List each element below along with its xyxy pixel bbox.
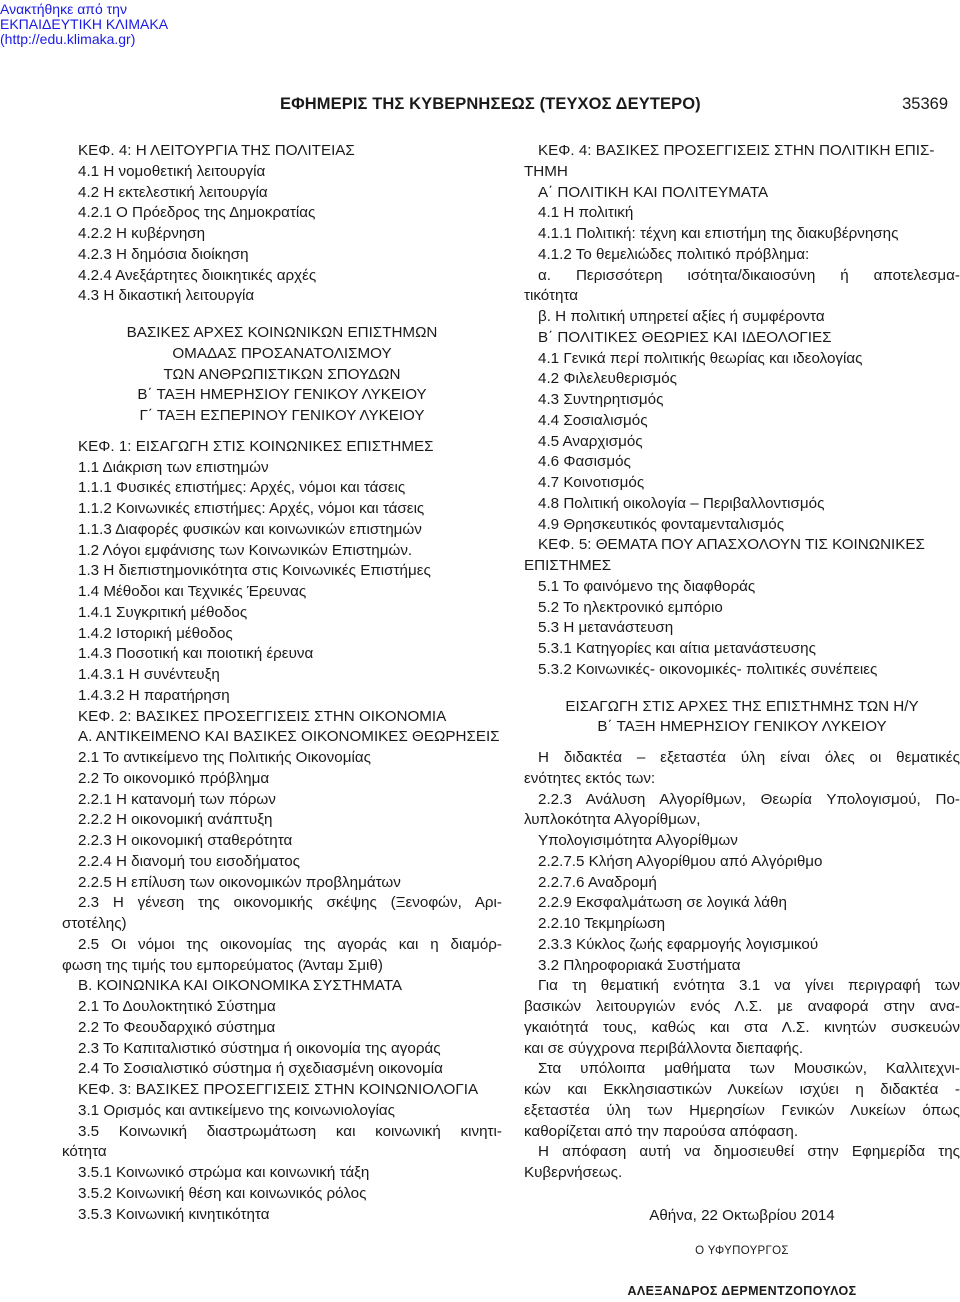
left-column-line: 1.1.2 Κοινωνικές επιστήμες: Αρχές, νόμοι και τάσεις <box>78 500 425 517</box>
page-number: 35369 <box>902 95 948 113</box>
source-stamp-line-3: (http://edu.klimaka.gr) <box>0 31 136 47</box>
left-column-line: 1.4.2 Ιστορική μέθοδος <box>78 624 233 642</box>
right-column-line: 4.1.1 Πολιτική: τέχνη και επιστήμη της διακυβέρνησης <box>538 225 899 242</box>
left-column-line: ΚΕΦ. 1: ΕΙΣΑΓΩΓΗ ΣΤΙΣ ΚΟΙΝΩΝΙΚΕΣ ΕΠΙΣΤΗΜΕΣ <box>78 437 434 455</box>
left-column-line: 3.5.3 Κοινωνική κινητικότητα <box>78 1205 270 1223</box>
signature-role: Ο ΥΦΥΠΟΥΡΓΟΣ <box>695 1244 789 1257</box>
right-column-line: β. Η πολιτική υπηρετεί αξίες ή συμφέροντα <box>538 308 825 325</box>
right-column-line: 4.1 Γενικά περί πολιτικής θεωρίας και ιδεολογίας <box>538 349 863 367</box>
left-column-line: 4.2.3 Η δημόσια διοίκηση <box>78 245 249 263</box>
source-stamp <box>0 2 168 47</box>
source-stamp-line-2: ΕΚΠΑΙΔΕΥΤΙΚΗ ΚΛΙΜΑΚΑ <box>0 16 169 32</box>
right-column-line: 4.1.2 Το θεμελιώδες πολιτικό πρόβλημα: <box>538 245 810 263</box>
right-column-line: 4.1 Η πολιτική <box>538 204 634 222</box>
right-column-line: ΚΕΦ. 5: ΘΕΜΑΤΑ ΠΟΥ ΑΠΑΣΧΟΛΟΥΝ ΤΙΣ ΚΟΙΝΩΝΙΚΕΣ <box>538 536 925 554</box>
right-column-line: Β΄ ΤΑΞΗ ΗΜΕΡΗΣΙΟΥ ΓΕΝΙΚΟΥ ΛΥΚΕΙΟΥ <box>597 718 887 736</box>
left-column-line: 1.4 Μέθοδοι και Τεχνικές Έρευνας <box>78 583 307 600</box>
left-column-line: 2.2.2 Η οικονομική ανάπτυξη <box>78 811 273 829</box>
right-column-line: γκαιότητά τους, καθώς και στα Λ.Σ. κινητών συσκευών <box>524 1018 960 1036</box>
right-column-line: 4.6 Φασισμός <box>538 453 631 471</box>
right-column-line: Α΄ ΠΟΛΙΤΙΚΗ ΚΑΙ ΠΟΛΙΤΕΥΜΑΤΑ <box>538 183 769 201</box>
right-column-line: 4.4 Σοσιαλισμός <box>538 411 648 429</box>
right-column-line: 5.2 Το ηλεκτρονικό εμπόριο <box>538 598 723 616</box>
left-column-line: 2.3 Η γένεση της οικονομικής σκέψης (Ξενοφών, Αρι- <box>78 894 502 912</box>
left-column-line: ΚΕΦ. 2: ΒΑΣΙΚΕΣ ΠΡΟΣΕΓΓΙΣΕΙΣ ΣΤΗΝ ΟΙΚΟΝΟΜΙΑ <box>78 707 447 725</box>
left-column-line: 2.2.4 Η διανομή του εισοδήματος <box>78 852 300 870</box>
right-column-line: 2.2.3 Ανάλυση Αλγορίθμων, Θεωρία Υπολογισμού, Πο- <box>538 790 960 808</box>
right-column-line: ΚΕΦ. 4: ΒΑΣΙΚΕΣ ΠΡΟΣΕΓΓΙΣΕΙΣ ΣΤΗΝ ΠΟΛΙΤΙΚΗ ΕΠΙΣ- <box>538 142 935 159</box>
left-column-line: ΟΜΑΔΑΣ ΠΡΟΣΑΝΑΤΟΛΙΣΜΟΥ <box>172 344 392 362</box>
right-column-lines <box>524 141 960 1184</box>
left-column-line: 4.1 Η νομοθετική λειτουργία <box>78 162 266 180</box>
right-column-line: ΕΠΙΣΤΗΜΕΣ <box>524 557 612 574</box>
left-column-line: ΚΕΦ. 4: Η ΛΕΙΤΟΥΡΓΙΑ ΤΗΣ ΠΟΛΙΤΕΙΑΣ <box>78 142 355 159</box>
left-column-line: 3.5 Κοινωνική διαστρωμάτωση και κοινωνική κινητι- <box>78 1122 502 1140</box>
spacer <box>524 1227 960 1241</box>
left-column-line: ΒΑΣΙΚΕΣ ΑΡΧΕΣ ΚΟΙΝΩΝΙΚΩΝ ΕΠΙΣΤΗΜΩΝ <box>126 324 438 341</box>
left-column-line: 4.2.2 Η κυβέρνηση <box>78 225 206 242</box>
right-column-line: 5.3.2 Κοινωνικές- οικονομικές- πολιτικές συνέπειες <box>538 660 878 678</box>
left-column-line: 2.4 Το Σοσιαλιστικό σύστημα ή σχεδιασμένη οικονομία <box>78 1060 443 1078</box>
right-column-line: 4.9 Θρησκευτικός φονταμενταλισμός <box>538 515 785 533</box>
right-column-line: 2.2.7.5 Κλήση Αλγορίθμου από Αλγόριθμο <box>538 852 823 870</box>
left-column-line: Β. ΚΟΙΝΩΝΙΚΑ ΚΑΙ ΟΙΚΟΝΟΜΙΚΑ ΣΥΣΤΗΜΑΤΑ <box>78 977 402 995</box>
left-column-line: 1.3 Η διεπιστημονικότητα στις Κοινωνικές Επιστήμες <box>78 562 431 580</box>
signature-place-date: Αθήνα, 22 Οκτωβρίου 2014 <box>649 1206 835 1224</box>
right-column-line: 4.8 Πολιτική οικολογία – Περιβαλλοντισμός <box>538 494 825 512</box>
right-column-line: Β΄ ΠΟΛΙΤΙΚΕΣ ΘΕΩΡΙΕΣ ΚΑΙ ΙΔΕΟΛΟΓΙΕΣ <box>538 328 832 346</box>
right-column-line: 5.3 Η μετανάστευση <box>538 619 674 637</box>
left-column-line: 2.2 Το Φεουδαρχικό σύστημα <box>78 1018 276 1036</box>
right-column-line: βασικών λειτουργιών ενός Λ.Σ. με αναφορά στην ανα- <box>524 998 960 1015</box>
left-column-line: 4.2.4 Ανεξάρτητες διοικητικές αρχές <box>78 266 317 284</box>
spacer <box>524 1184 960 1206</box>
left-column-line: 1.1.1 Φυσικές επιστήμες: Αρχές, νόμοι και τάσεις <box>78 479 406 497</box>
left-column-line: 2.2.1 Η κατανομή των πόρων <box>78 790 276 808</box>
right-column-line: Για τη θεματική ενότητα 3.1 να γίνει περιγραφή των <box>538 977 960 995</box>
left-column-line: 3.1 Ορισμός και αντικείμενο της κοινωνιολογίας <box>78 1101 395 1119</box>
left-column-line: 2.2.5 Η επίλυση των οικονομικών προβλημάτων <box>78 873 401 891</box>
right-column-line: Κυβερνήσεως. <box>524 1164 623 1181</box>
left-column-line: 1.4.3 Ποσοτική και ποιοτική έρευνα <box>78 645 314 663</box>
left-column-line: 1.4.3.1 Η συνέντευξη <box>78 666 220 683</box>
right-column-line: 4.7 Κοινοτισμός <box>538 474 645 491</box>
left-column-line: 2.2 Το οικονομικό πρόβλημα <box>78 769 270 787</box>
right-column-line: 2.2.10 Τεκμηρίωση <box>538 915 666 932</box>
left-column-line: 2.1 Το Δουλοκτητικό Σύστημα <box>78 998 276 1015</box>
left-column-line: 3.5.2 Κοινωνική θέση και κοινωνικός ρόλος <box>78 1184 367 1202</box>
left-column-line: 4.2.1 Ο Πρόεδρος της Δημοκρατίας <box>78 204 316 222</box>
left-column-line: 1.1 Διάκριση των επιστημών <box>78 458 269 476</box>
left-column-line: φωση της τιμής του εμπορεύματος (Άνταμ Σμιθ) <box>62 956 383 974</box>
right-column-line: 4.5 Αναρχισμός <box>538 432 643 450</box>
left-column-line: 2.2.3 Η οικονομική σταθερότητα <box>78 832 293 849</box>
right-column-line: Η διδακτέα – εξεταστέα ύλη είναι όλες οι θεματικές <box>538 749 960 766</box>
right-column-line: Υπολογισιμότητα Αλγορίθμων <box>538 832 738 849</box>
right-column <box>524 141 960 1302</box>
left-column-line: Α. ΑΝΤΙΚΕΙΜΕΝΟ ΚΑΙ ΒΑΣΙΚΕΣ ΟΙΚΟΝΟΜΙΚΕΣ ΘΕΩΡΗΣΕΙΣ <box>78 728 500 746</box>
right-column-line: τικότητα <box>524 287 579 305</box>
left-column-line: 1.4.3.2 Η παρατήρηση <box>78 686 230 704</box>
right-column-line: 5.1 Το φαινόμενο της διαφθοράς <box>538 577 756 595</box>
right-column-line: κών και Εκκλησιαστικών Λυκείων ισχύει η διδακτέα - <box>524 1081 960 1098</box>
left-column-line: ΚΕΦ. 3: ΒΑΣΙΚΕΣ ΠΡΟΣΕΓΓΙΣΕΙΣ ΣΤΗΝ ΚΟΙΝΩΝΙΟΛΟΓΙΑ <box>78 1081 479 1098</box>
gazette-title: ΕΦΗΜΕΡΙΣ ΤΗΣ ΚΥΒΕΡΝΗΣΕΩΣ (ΤΕΥΧΟΣ ΔΕΥΤΕΡΟ) <box>280 95 701 113</box>
left-column-line: ΤΩΝ ΑΝΘΡΩΠΙΣΤΙΚΩΝ ΣΠΟΥΔΩΝ <box>163 365 401 383</box>
right-column-line: 4.2 Φιλελευθερισμός <box>538 370 677 388</box>
right-column-line: 3.2 Πληροφοριακά Συστήματα <box>538 956 741 974</box>
right-column-line: εξεταστέα ύλη των Ημερησίων Γενικών Λυκείων όπως <box>524 1101 960 1119</box>
left-column <box>62 141 502 1225</box>
spacer <box>62 307 502 323</box>
left-column-line: 2.5 Οι νόμοι της οικονομίας της αγοράς και η διαμόρ- <box>78 935 502 953</box>
right-column-line: 5.3.1 Κατηγορίες και αίτια μετανάστευσης <box>538 640 816 657</box>
right-column-line: 2.2.7.6 Αναδρομή <box>538 873 657 891</box>
spacer <box>524 1261 960 1281</box>
left-column-line: Β΄ ΤΑΞΗ ΗΜΕΡΗΣΙΟΥ ΓΕΝΙΚΟΥ ΛΥΚΕΙΟΥ <box>137 386 427 404</box>
right-column-line: 2.2.9 Εκσφαλμάτωση σε λογικά λάθη <box>538 894 787 912</box>
right-column-line: ΤΗΜΗ <box>524 162 568 180</box>
right-column-line: α. Περισσότερη ισότητα/δικαιοσύνη ή αποτελεσμα- <box>538 266 960 284</box>
left-column-line: 1.4.1 Συγκριτική μέθοδος <box>78 603 248 621</box>
left-column-line: 1.2 Λόγοι εμφάνισης των Κοινωνικών Επιστημών. <box>78 541 413 559</box>
right-column-line: 2.3.3 Κύκλος ζωής εφαρμογής λογισμικού <box>538 935 819 953</box>
left-column-line: 1.1.3 Διαφορές φυσικών και κοινωνικών επιστημών <box>78 520 422 538</box>
right-column-line: λυπλοκότητα Αλγορίθμων, <box>524 811 701 829</box>
left-column-line: κότητα <box>62 1143 107 1161</box>
right-column-line: 4.3 Συντηρητισμός <box>538 391 664 408</box>
signature-name: ΑΛΕΞΑΝΔΡΟΣ ΔΕΡΜΕΝΤΖΟΠΟΥΛΟΣ <box>627 1284 857 1299</box>
left-column-line: 4.2 Η εκτελεστική λειτουργία <box>78 183 268 201</box>
source-stamp-line-1: Ανακτήθηκε από την <box>0 1 127 17</box>
left-column-line: Γ΄ ΤΑΞΗ ΕΣΠΕΡΙΝΟΥ ΓΕΝΙΚΟΥ ΛΥΚΕΙΟΥ <box>139 407 425 424</box>
page-header <box>78 95 948 119</box>
right-column-line: Στα υπόλοιπα μαθήματα των Μουσικών, Καλλιτεχνι- <box>538 1060 960 1078</box>
right-column-line: Η απόφαση αυτή να δημοσιευθεί στην Εφημερίδα της <box>538 1143 960 1161</box>
right-column-line: και σε σύγχρονα περιβάλλοντα διεπαφής. <box>524 1039 804 1057</box>
right-column-line: ΕΙΣΑΓΩΓΗ ΣΤΙΣ ΑΡΧΕΣ ΤΗΣ ΕΠΙΣΤΗΜΗΣ ΤΩΝ Η/Υ <box>565 697 919 715</box>
left-column-line: 2.1 Το αντικείμενο της Πολιτικής Οικονομίας <box>78 749 371 766</box>
left-column-line: 4.3 Η δικαστική λειτουργία <box>78 287 255 305</box>
right-column-line: καθορίζεται από την παρούσα απόφαση. <box>524 1122 799 1140</box>
spacer <box>62 427 502 437</box>
spacer <box>524 738 960 748</box>
spacer <box>524 681 960 697</box>
left-column-line: στοτέλης) <box>62 915 127 932</box>
left-column-line: 3.5.1 Κοινωνικό στρώμα και κοινωνική τάξη <box>78 1164 370 1181</box>
right-column-line: ενότητες εκτός των: <box>524 769 656 787</box>
left-column-line: 2.3 Το Καπιταλιστικό σύστημα ή οικονομία της αγοράς <box>78 1039 441 1057</box>
